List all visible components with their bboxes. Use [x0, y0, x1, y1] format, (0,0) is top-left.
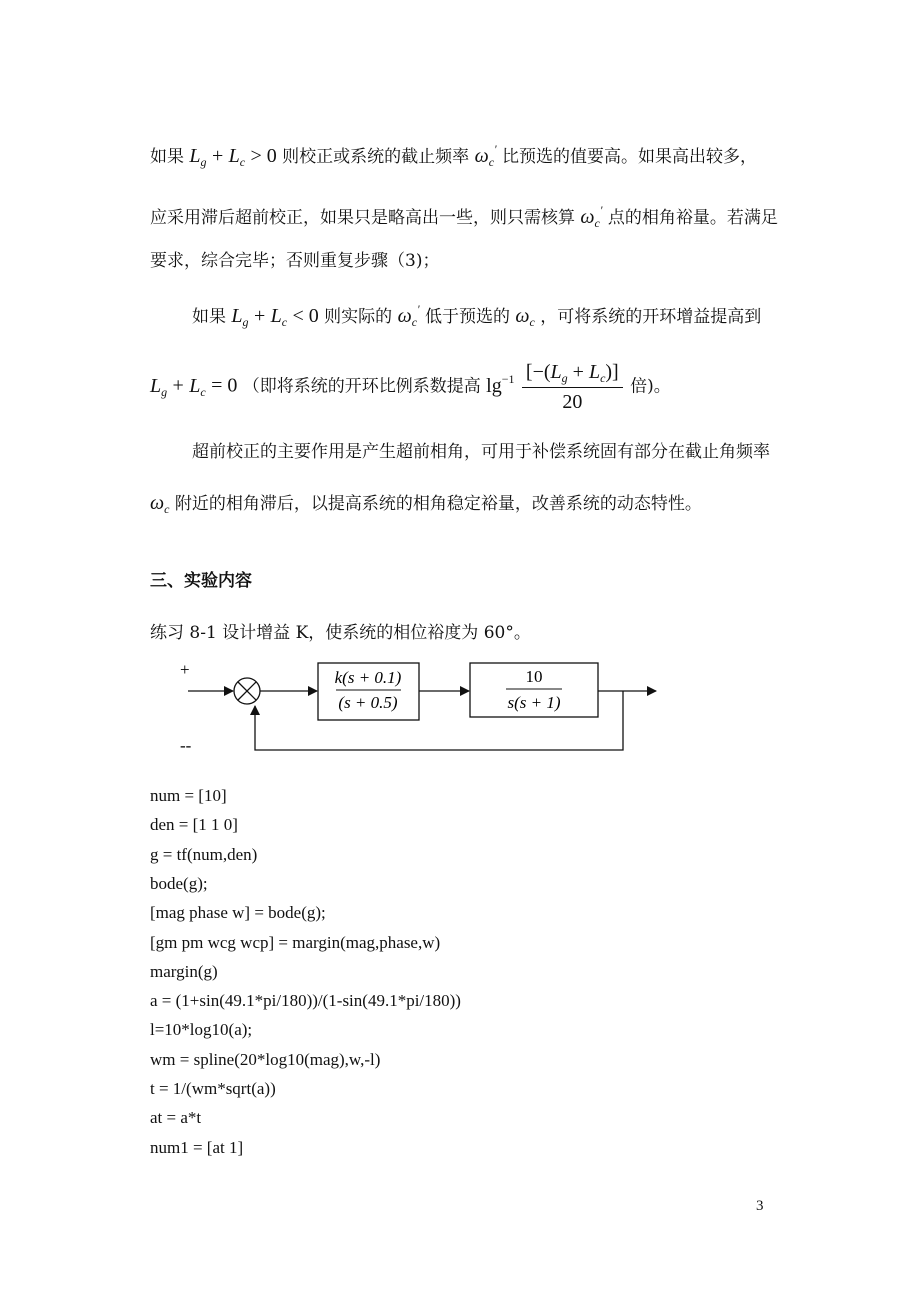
math-Lc: $L_c$: [270, 305, 288, 329]
code-line: a = (1+sin(49.1*pi/180))/(1-sin(49.1*pi/180)): [150, 991, 461, 1011]
math-lg-inverse: $\lg^{-1}$: [486, 371, 515, 397]
text: ，可将系统的开环增益提高到: [540, 307, 762, 327]
text: 倍)。: [630, 376, 671, 397]
text: 如果: [192, 307, 226, 327]
text: 附近的相角滞后，以提高系统的相角稳定裕量，改善系统的动态特性。: [174, 494, 702, 514]
text: （即将系统的开环比例系数提高: [242, 376, 481, 397]
math-Lg: $L_g$: [231, 305, 249, 329]
fraction-denominator: 20: [562, 391, 583, 413]
math-omega-c: $\omega_c$: [515, 305, 535, 329]
code-line: den = [1 1 0]: [150, 815, 238, 835]
code-line: at = a*t: [150, 1108, 202, 1128]
text: 如果: [150, 147, 184, 167]
plus-sign: +: [180, 660, 190, 679]
math-Lg: $L_g$: [189, 145, 207, 169]
para3-line2: [150, 493, 702, 515]
block2-denominator: s(s + 1): [507, 693, 561, 712]
para2-line2: [150, 362, 671, 412]
math-Lc: $L_c$: [228, 145, 246, 169]
code-line: g = tf(num,den): [150, 844, 258, 864]
feedback-path: [255, 691, 623, 750]
code-line: num1 = [at 1]: [150, 1137, 244, 1157]
math-gt0: > 0: [250, 145, 277, 167]
block2-numerator: 10: [525, 667, 543, 686]
fraction-numerator: $[-(L_g + L_c)]$: [522, 362, 623, 388]
math-plus: +: [211, 145, 224, 167]
math-Lg: $L_g$: [150, 374, 168, 399]
code-line: margin(g): [150, 961, 218, 981]
code-line: [mag phase w] = bode(g);: [150, 903, 326, 923]
para1-line2: [150, 204, 778, 229]
math-plus: +: [253, 305, 266, 327]
math-lt0: < 0: [292, 305, 319, 327]
code-line: [gm pm wcg wcp] = margin(mag,phase,w): [150, 932, 441, 952]
text: 比预选的值要高。如果高出较多，: [502, 147, 758, 167]
para2-line1: [192, 303, 761, 328]
block1-numerator: k(s + 0.1): [334, 668, 402, 687]
para1-line3: 要求，综合完毕；否则重复步骤（3)；: [150, 251, 440, 271]
block-diagram: [170, 655, 670, 765]
code-line: t = 1/(wm*sqrt(a)): [150, 1079, 276, 1098]
minus-sign: --: [180, 736, 192, 755]
math-omega-c-prime: $\omega_c'$: [580, 203, 603, 230]
section-heading: 三、实验内容: [150, 571, 252, 591]
para1-line1: [150, 143, 757, 168]
math-Lc: $L_c$: [189, 374, 206, 399]
math-omega-c-prime: $\omega_c'$: [397, 302, 420, 329]
text: 则实际的: [324, 307, 393, 327]
code-line: bode(g);: [150, 873, 208, 893]
text: 点的相角裕量。若满足: [607, 208, 778, 228]
math-fraction: [522, 362, 623, 412]
code-line: num = [10]: [150, 786, 227, 805]
code-line: l=10*log10(a);: [150, 1020, 253, 1040]
math-omega-c-prime: $\omega_c'$: [474, 142, 497, 169]
para3-line1: 超前校正的主要作用是产生超前相角，可用于补偿系统固有部分在截止角频率: [192, 442, 770, 462]
exercise-title: 练习 8-1 设计增益 K，使系统的相位裕度为 60°。: [150, 623, 531, 643]
page-number: 3: [756, 1198, 764, 1214]
text: 低于预选的: [425, 307, 511, 327]
summing-junction: [234, 678, 260, 704]
math-plus: +: [172, 374, 184, 397]
text: 则校正或系统的截止频率: [282, 147, 470, 167]
math-omega-c: $\omega_c$: [150, 492, 170, 516]
code-line: wm = spline(20*log10(mag),w,-l): [150, 1049, 381, 1069]
math-eq0: = 0: [211, 374, 238, 397]
block1-denominator: (s + 0.5): [338, 693, 398, 712]
text: 应采用滞后超前校正，如果只是略高出一些，则只需核算: [150, 208, 575, 228]
